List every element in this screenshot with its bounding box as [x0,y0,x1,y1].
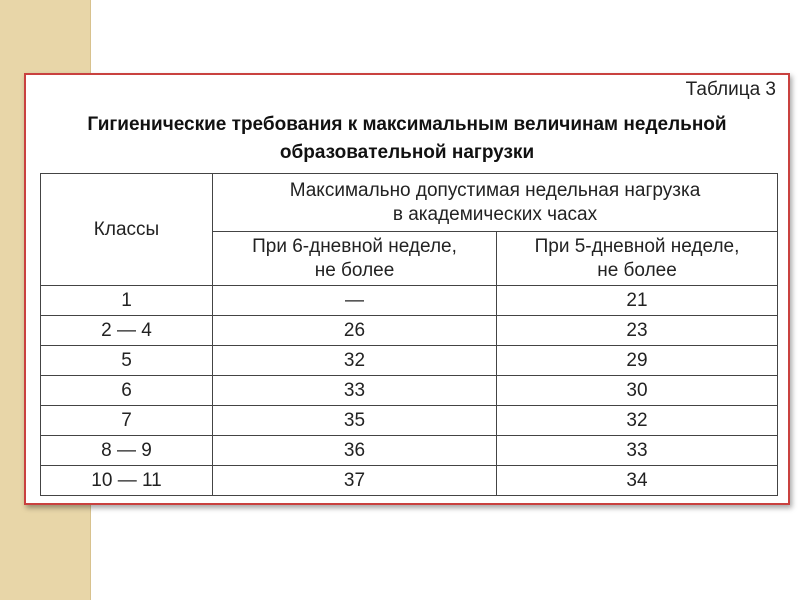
five-day-cell: 21 [497,286,778,316]
table-row [41,316,778,346]
header-max-load-line-2: в академических часах [392,203,598,225]
six-day-cell: 32 [213,346,497,376]
five-day-cell: 32 [497,406,778,436]
table-card [24,73,790,505]
header-five-day-line-2: не более [597,259,677,281]
six-day-cell: 36 [213,436,497,466]
header-five-day [497,232,778,286]
header-classes-label: Классы [93,218,160,240]
grade-cell: 6 [41,376,213,406]
grade-cell: 7 [41,406,213,436]
header-five-day-line-1: При 5-дневной неделе, [534,235,740,257]
six-day-cell: 37 [213,466,497,496]
six-day-cell: — [213,286,497,316]
grade-cell: 2 — 4 [41,316,213,346]
header-max-load [213,174,778,232]
load-table [40,173,778,496]
six-day-cell: 35 [213,406,497,436]
table-row [41,346,778,376]
header-max-load-line-1: Максимально допустимая недельная нагрузка [289,179,701,201]
five-day-cell: 34 [497,466,778,496]
table-title [26,111,788,167]
header-classes [41,174,213,286]
table-number-label: Таблица 3 [685,79,776,100]
table-row [41,376,778,406]
five-day-cell: 23 [497,316,778,346]
grade-cell: 1 [41,286,213,316]
grade-cell: 8 — 9 [41,436,213,466]
table-row [41,466,778,496]
table-row [41,436,778,466]
five-day-cell: 33 [497,436,778,466]
table-row [41,406,778,436]
grade-cell: 5 [41,346,213,376]
table-row [41,286,778,316]
five-day-cell: 30 [497,376,778,406]
title-line-2: образовательной нагрузки [279,142,535,163]
header-six-day-line-2: не более [314,259,395,281]
grade-cell: 10 — 11 [41,466,213,496]
five-day-cell: 29 [497,346,778,376]
title-line-1: Гигиенические требования к максимальным величинам недельной [87,114,727,135]
six-day-cell: 26 [213,316,497,346]
header-six-day [213,232,497,286]
six-day-cell: 33 [213,376,497,406]
header-six-day-line-1: При 6-дневной неделе, [252,235,457,257]
